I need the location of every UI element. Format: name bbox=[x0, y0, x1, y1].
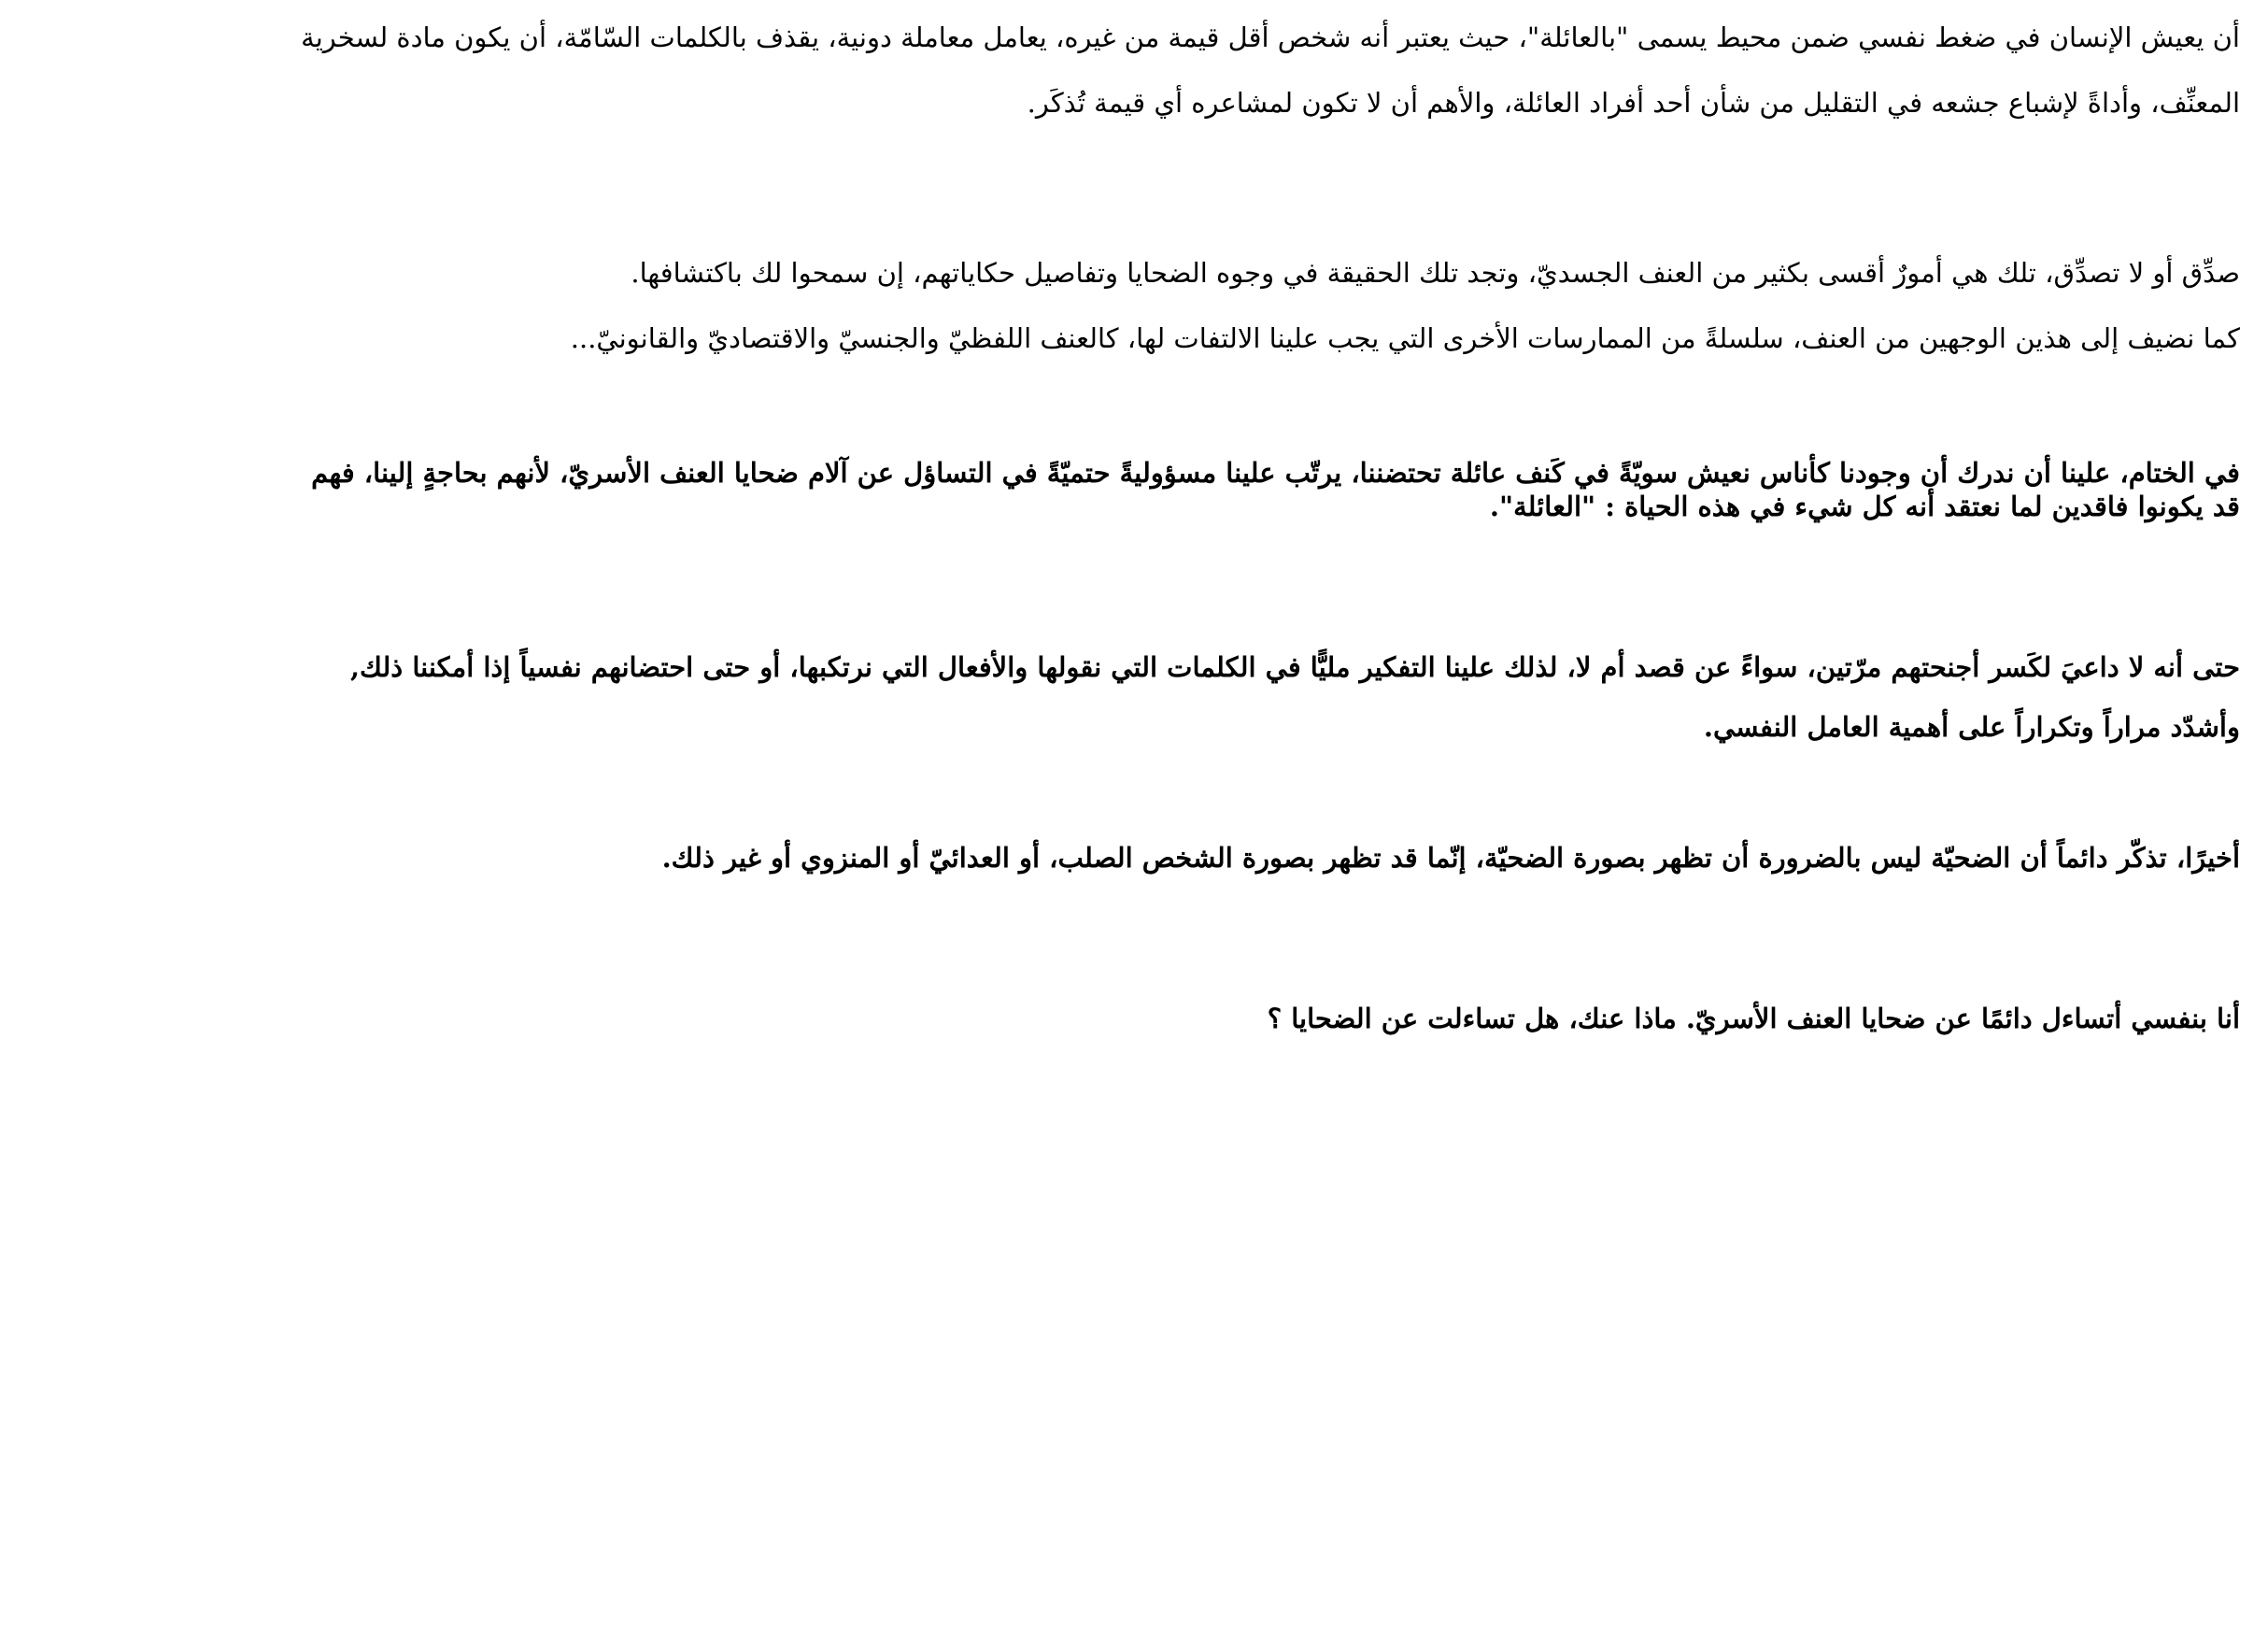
paragraph-5-line-2: وأشدّد مراراً وتكراراً على أهمية العامل النفسي. bbox=[1703, 711, 2240, 743]
paragraph-4-line-2: قد يكونوا فاقدين لما نعتقد أنه كل شيء في هذه الحياة : "العائلة". bbox=[1489, 491, 2240, 522]
paragraph-1-line-1: أن يعيش الإنسان في ضغط نفسي ضمن محيط يسمى "بالعائلة"، حيث يعتبر أنه شخص أقل قيمة من غيره، يعامل معاملة دونية، يقذف بالكلمات السّامّة، أن يكون مادة لسخرية bbox=[301, 21, 2240, 53]
paragraph-1-line-2: المعنِّف، وأداةً لإشباع جشعه في التقليل من شأن أحد أفراد العائلة، والأهم أن لا تكون لمشاعره أي قيمة تُذكَر. bbox=[1027, 87, 2240, 119]
paragraph-5-line-1: حتى أنه لا داعيَ لكَسر أجنحتهم مرّتين، سواءً عن قصد أم لا، لذلك علينا التفكير مليًّا في الكلمات التي نقولها والأفعال التي نرتكبها، أو حتى احتضانهم نفسياً إذا أمكننا ذلك, bbox=[349, 651, 2240, 683]
paragraph-4-line-1: في الختام، علينا أن ندرك أن وجودنا كأناس نعيش سويّةً في كَنف عائلة تحتضننا، يرتّب علينا مسؤوليةً حتميّةً في التساؤل عن آلام ضحايا العنف الأسريّ، لأنهم بحاجةٍ إلينا، فهم bbox=[311, 457, 2240, 489]
paragraph-2-line-1: صدِّق أو لا تصدِّق، تلك هي أمورٌ أقسى بكثير من العنف الجسديّ، وتجد تلك الحقيقة في وجوه الضحايا وتفاصيل حكاياتهم، إن سمحوا لك باكتشافها. bbox=[631, 257, 2240, 289]
paragraph-6-line-1: أخيرًا، تذكّر دائماً أن الضحيّة ليس بالضرورة أن تظهر بصورة الضحيّة، إنّما قد تظهر بصورة الشخص الصلب، أو العدائيّ أو المنزوي أو غير ذلك. bbox=[661, 842, 2240, 874]
paragraph-3-line-1: كما نضيف إلى هذين الوجهين من العنف، سلسلةً من الممارسات الأخرى التي يجب علينا الالتفات لها، كالعنف اللفظيّ والجنسيّ والاقتصاديّ والقانونيّ... bbox=[570, 322, 2240, 354]
paragraph-7-line-1: أنا بنفسي أتساءل دائمًا عن ضحايا العنف الأسريّ. ماذا عنك، هل تساءلت عن الضحايا ؟ bbox=[1267, 1003, 2240, 1034]
